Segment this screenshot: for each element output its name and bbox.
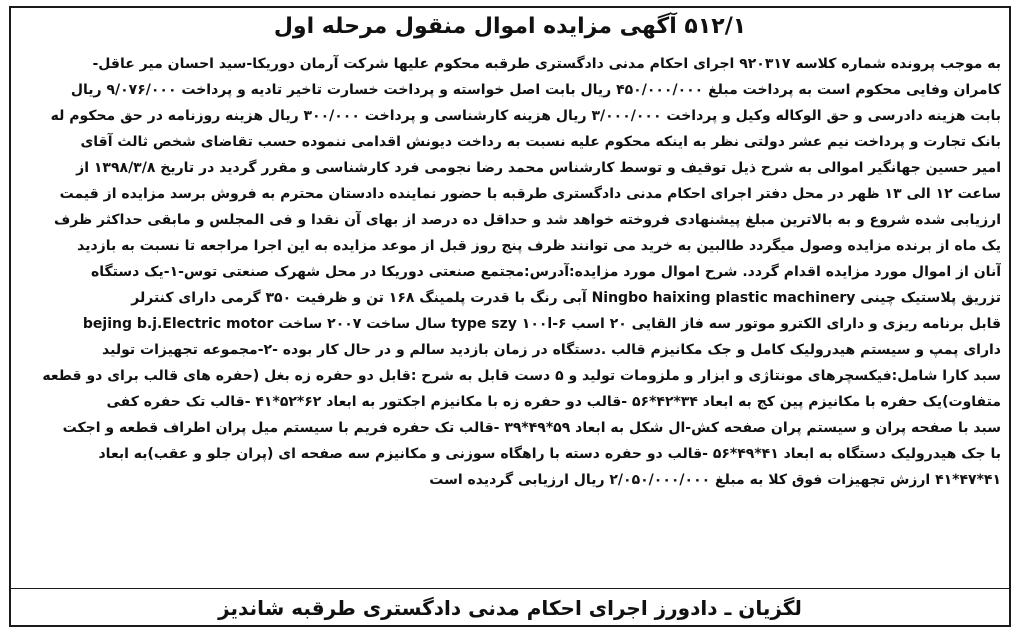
body-line: تزریق پلاستیک چینی Ningbo haixing plastic machinery آبی رنگ با قدرت پلمینگ ۱۶۸ تن و ظرفیت ۳۵۰ گرمی دارای کنترلر <box>131 290 1001 306</box>
body-line: با جک هیدرولیک دستگاه به ابعاد ۴۱*۴۹*۵۶ -قالب دو حفره دسته با راهگاه سوزنی و مکانیزم سه صفحه ای (پران جلو و عقب)به ابعاد <box>98 446 1001 462</box>
notice-body <box>19 51 1001 583</box>
footer-divider <box>11 588 1009 589</box>
body-line: قابل برنامه ریزی و دارای الکترو موتور سه فاز القایی ۲۰ اسب ۶-type szy ۱۰۰l سال ساخت ۲۰۰۷ ساخت bejing b.j.Electric motor <box>82 316 1001 332</box>
body-line: سبد با صفحه پران و سیستم پران صفحه کش-ال شکل به ابعاد ۵۹*۴۹*۳۹ -قالب تک حفره فریم با سیستم میل پران اطراف قطعه و اجکت <box>62 420 1001 436</box>
body-line: متفاوت)یک حفره با مکانیزم پین کج به ابعاد ۳۴*۴۲*۵۶ -قالب دو حفره زه با مکانیزم اجکتور به ابعاد ۶۲*۵۲*۴۱ -قالب تک حفره کفی <box>106 394 1001 410</box>
body-line: ارزیابی شده شروع و به بالاترین مبلغ پیشنهادی فروخته خواهد شد و حداقل ده درصد از بهای آن نقدا و فی المجلس و مابقی حداکثر ظرف <box>53 212 1001 228</box>
notice-signature: لگزیان ـ دادورز اجرای احکام مدنی دادگستری طرقبه شاندیز <box>218 596 802 620</box>
body-line: دارای پمپ و سیستم هیدرولیک کامل و جک مکانیزم قالب .دستگاه در زمان بازدید سالم و در حال کار بوده -۲-مجموعه تجهیزات تولید <box>102 342 1001 358</box>
body-line: آنان از اموال مورد مزایده اقدام گردد. شرح اموال مورد مزایده:آدرس:مجتمع صنعتی دوریکا در محل شهرک صنعتی توس-۱-یک دستگاه <box>90 264 1001 280</box>
body-line: کامران وفایی محکوم است به پرداخت مبلغ ۴۵۰/۰۰۰/۰۰۰ ریال بابت اصل خواسته و پرداخت خسارت تاخیر تادیه و پرداخت ۹/۰۷۶/۰۰۰ ریال <box>70 82 1001 98</box>
body-line: بابت هزینه دادرسی و حق الوکاله وکیل و پرداخت ۳/۰۰۰/۰۰۰ ریال هزینه کارشناسی و پرداخت ۳۰۰/۰۰۰ ریال هزینه روزنامه در حق محکوم له <box>50 108 1001 124</box>
auction-notice <box>9 6 1011 627</box>
body-line: به موجب پرونده شماره کلاسه ۹۲۰۳۱۷ اجرای احکام مدنی دادگستری طرقبه محکوم علیها شرکت آرمان دوریکا-سید احسان میر عاقل- <box>92 56 1001 72</box>
body-line: سبد کارا شامل:فیکسچرهای مونتاژی و ابزار و ملزومات تولید و ۵ دست قابل به شرح :قابل دو حفره زه بغل (حفره های قالب برای دو قطعه <box>42 368 1001 384</box>
body-line: ساعت ۱۲ الی ۱۳ ظهر در محل دفتر اجرای احکام مدنی دادگستری طرقبه با حضور نماینده دادستان محترم به فروش برسد مزایده از قیمت <box>59 186 1001 202</box>
body-line: ۴۱*۴۷*۴۱ ارزش تجهیزات فوق کلا به مبلغ ۲/۰۵۰/۰۰۰/۰۰۰ ریال ارزیابی گردیده است <box>429 472 1001 488</box>
notice-title: ۵۱۲/۱ آگهی مزایده اموال منقول مرحله اول <box>273 14 747 39</box>
body-line: یک ماه از برنده مزایده وصول میگردد طالبین به خرید می توانند ظرف پنج روز قبل از موعد مزایده به این اجرا مراجعه تا نسبت به بازدید <box>77 238 1001 254</box>
body-line: امیر حسین جهانگیر اموالی به شرح ذیل توقیف و توسط کارشناس محمد رضا نجومی فرد کارشناسی و مقرر گردید در تاریخ ۱۳۹۸/۳/۸ از <box>76 160 1001 176</box>
body-line: بانک تجارت و پرداخت نیم عشر دولتی نظر به اینکه محکوم علیه نسبت به رداخت دیونش اقدامی ننموده حسب تقاضای شخص ثالث آقای <box>80 134 1001 150</box>
